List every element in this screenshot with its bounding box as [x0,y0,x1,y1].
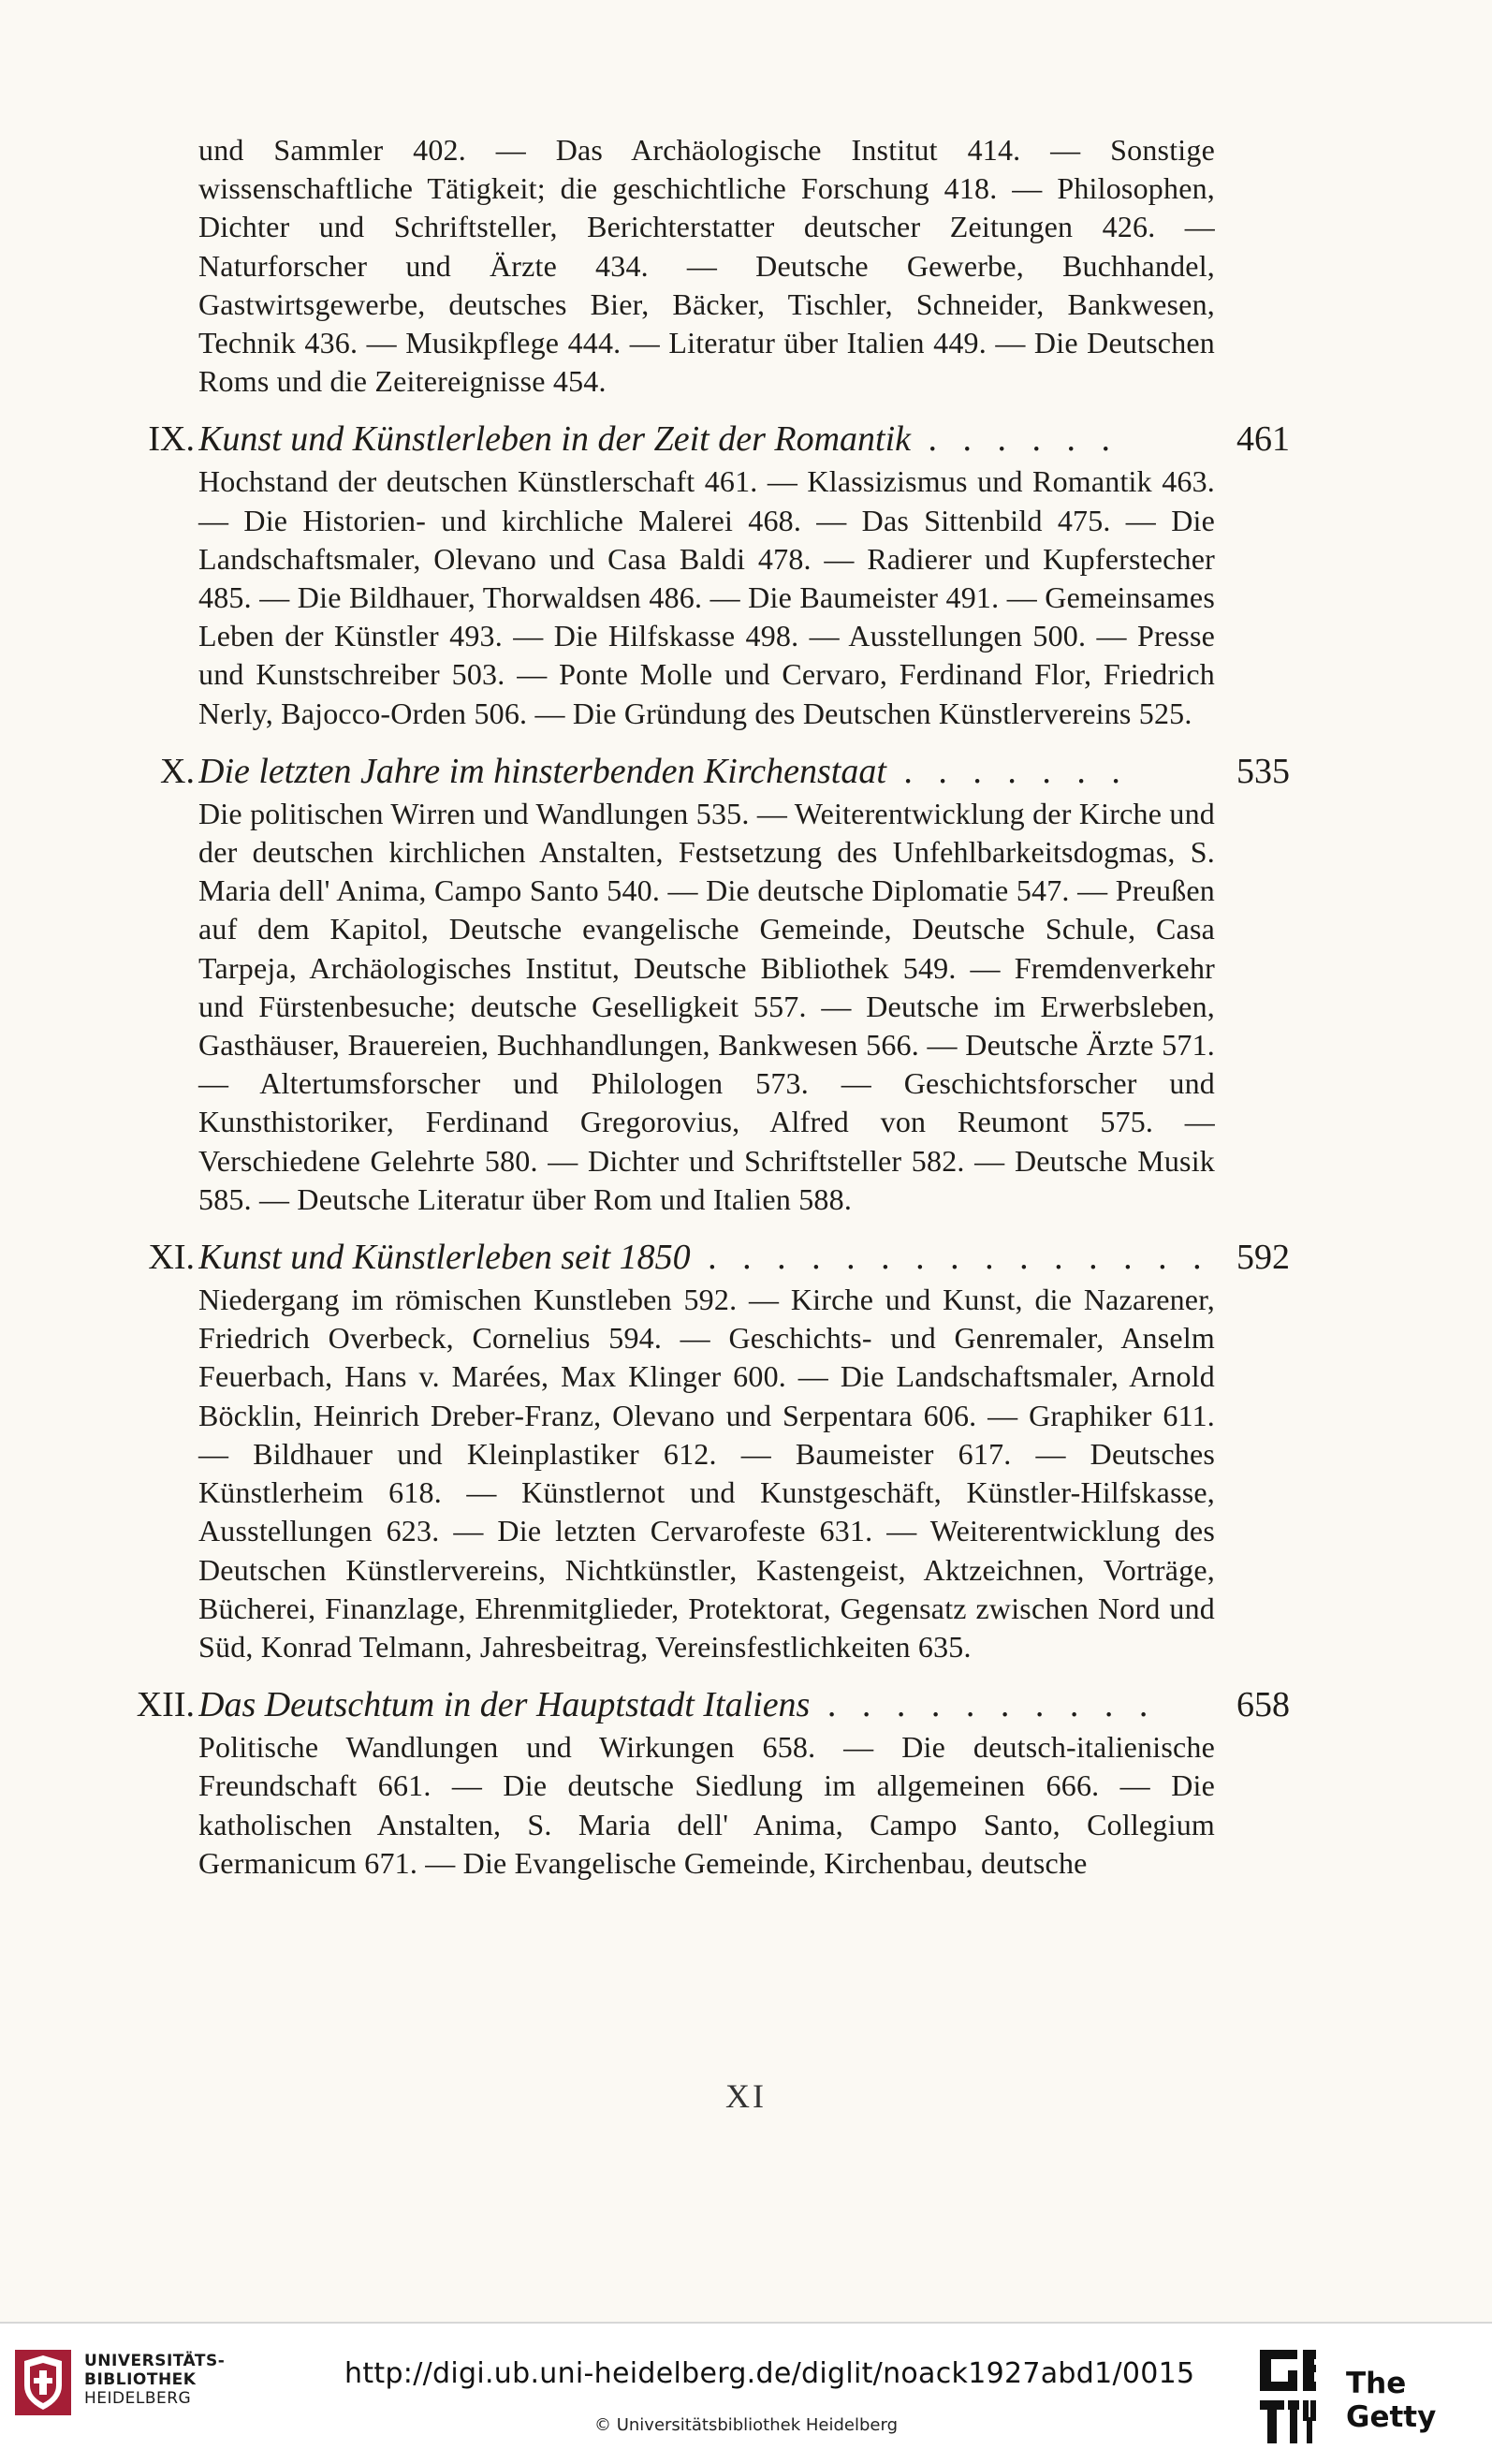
chapter-title [198,1234,1215,1281]
chapter-page-number: 658 [1236,1685,1290,1725]
chapter-heading [124,1234,1290,1281]
leader-dots: . . . . . . . . . . . . . . . [690,1238,1210,1278]
chapter-title [198,416,1215,462]
university-library-logo-icon[interactable] [13,2348,73,2417]
library-name-line: HEIDELBERG [84,2389,192,2408]
chapter-number: XI. [148,1238,195,1278]
library-name-line: BIBLIOTHEK [84,2370,197,2389]
chapter-title-text: Das Deutschtum in der Hauptstadt Italiens [198,1685,811,1725]
chapter-ix [124,416,1290,732]
chapter-title [198,748,1215,795]
chapter-page-number: 592 [1236,1238,1290,1278]
chapter-heading [124,748,1290,795]
chapter-heading [124,1681,1290,1728]
university-library-name [84,2352,225,2408]
chapter-summary: Hochstand der deutschen Künstlerschaft 461. — Klassizismus und Romantik 463. — Die Historien- und kirchliche Malerei 468. — Das Sittenbild 475. — Die Landschaftsmaler, Olevano und Casa Baldi 478. — Radierer und Kupferstecher 485. — Die Bildhauer, Thorwaldsen 486. — Die Baumeister 491. — Gemeinsames Leben der Künstler 493. — Die Hilfskasse 498. — Ausstellungen 500. — Presse und Kunstschreiber 503. — Ponte Molle und Cervaro, Ferdinand Flor, Friedrich Nerly, Bajocco-Orden 506. — Die Gründung des Deutschen Künstlervereins 525. [198,464,1215,730]
getty-logo-icon[interactable] [1256,2346,1318,2449]
chapter-number: IX. [148,419,195,460]
toc-content [124,131,1290,1883]
chapter-title-text: Kunst und Künstlerleben in der Zeit der Romantik [198,419,912,460]
chapter-title [198,1681,1215,1728]
document-url-link[interactable]: http://digi.ub.uni-heidelberg.de/diglit/noack1927abd1/0015 [344,2357,1195,2390]
chapter-title-text: Die letzten Jahre im hinsterbenden Kirchenstaat [198,751,886,791]
library-name-line: UNIVERSITÄTS- [84,2352,226,2370]
leader-dots: . . . . . . . [885,751,1129,791]
chapter-summary: Politische Wandlungen und Wirkungen 658. — Die deutsch-italienische Freundschaft 661. — Die deutsche Siedlung im allgemeinen 666. — Die katholischen Anstalten, S. Maria dell' Anima, Campo Santo, Collegium Germanicum 671. — Die Evangelische Gemeinde, Kirchenbau, deutsche [198,1730,1215,1880]
chapter-heading [124,416,1290,462]
page-number: XI [725,2077,767,2115]
leader-dots: . . . . . . [911,419,1119,460]
chapter-xi [124,1234,1290,1666]
chapter-page-number: 461 [1236,419,1290,460]
chapter-xii [124,1681,1290,1883]
chapter-number: X. [160,751,195,791]
viewer-footer [0,2322,1492,2464]
chapter-number: XII. [136,1685,195,1725]
leader-dots: . . . . . . . . . . [810,1685,1157,1725]
chapter-x [124,748,1290,1219]
chapter-title-text: Kunst und Künstlerleben seit 1850 [198,1238,691,1278]
getty-name: The Getty [1346,2367,1437,2434]
chapter-page-number: 535 [1236,751,1290,791]
chapter-summary: Niedergang im römischen Kunstleben 592. — Kirche und Kunst, die Nazarener, Friedrich Overbeck, Cornelius 594. — Geschichts- und Genremaler, Anselm Feuerbach, Hans v. Marées, Max Klinger 600. — Die Landschaftsmaler, Arnold Böcklin, Heinrich Dreber-Franz, Olevano und Serpentara 606. — Graphiker 611. — Bildhauer und Kleinplastiker 612. — Baumeister 617. — Deutsches Künstlerheim 618. — Künstlernot und Kunstgeschäft, Künstler-Hilfskasse, Ausstellungen 623. — Die letzten Cervarofeste 631. — Weiterentwicklung des Deutschen Künstlervereins, Nichtkünstler, Kastengeist, Aktzeichnen, Vorträge, Bücherei, Finanzlage, Ehrenmitglieder, Protektorat, Gegensatz zwischen Nord und Süd, Konrad Telmann, Jahresbeitrag, Vereinsfestlichkeiten 635. [198,1283,1215,1664]
chapter-summary: Die politischen Wirren und Wandlungen 535. — Weiterentwicklung der Kirche und der deutschen kirchlichen Anstalten, Festsetzung des Unfehlbarkeitsdogmas, S. Maria dell' Anima, Campo Santo 540. — Die deutsche Diplomatie 547. — Preußen auf dem Kapitol, Deutsche evangelische Gemeinde, Deutsche Schule, Casa Tarpeja, Archäologisches Institut, Deutsche Bibliothek 549. — Fremdenverkehr und Fürstenbesuche; deutsche Geselligkeit 557. — Deutsche im Erwerbsleben, Gasthäuser, Brauereien, Buchhandlungen, Bankwesen 566. — Deutsche Ärzte 571. — Altertumsforscher und Philologen 573. — Geschichtsforscher und Kunsthistoriker, Ferdinand Gregorovius, Alfred von Reumont 575. — Verschiedene Gelehrte 580. — Dichter und Schriftsteller 582. — Deutsche Musik 585. — Deutsche Literatur über Rom und Italien 588. [198,796,1215,1216]
intro-paragraph: und Sammler 402. — Das Archäologische Institut 414. — Sonstige wissenschaftliche Tätigkeit; die geschichtliche Forschung 418. — Philosophen, Dichter und Schriftsteller, Berichterstatter deutscher Zeitungen 426. — Naturforscher und Ärzte 434. — Deutsche Gewerbe, Buchhandel, Gastwirtsgewerbe, deutsches Bier, Bäcker, Tischler, Schneider, Bankwesen, Technik 436. — Musikpflege 444. — Literatur über Italien 449. — Die Deutschen Roms und die Zeitereignisse 454. [198,133,1215,399]
copyright-notice: © Universitätsbibliothek Heidelberg [593,2415,898,2435]
